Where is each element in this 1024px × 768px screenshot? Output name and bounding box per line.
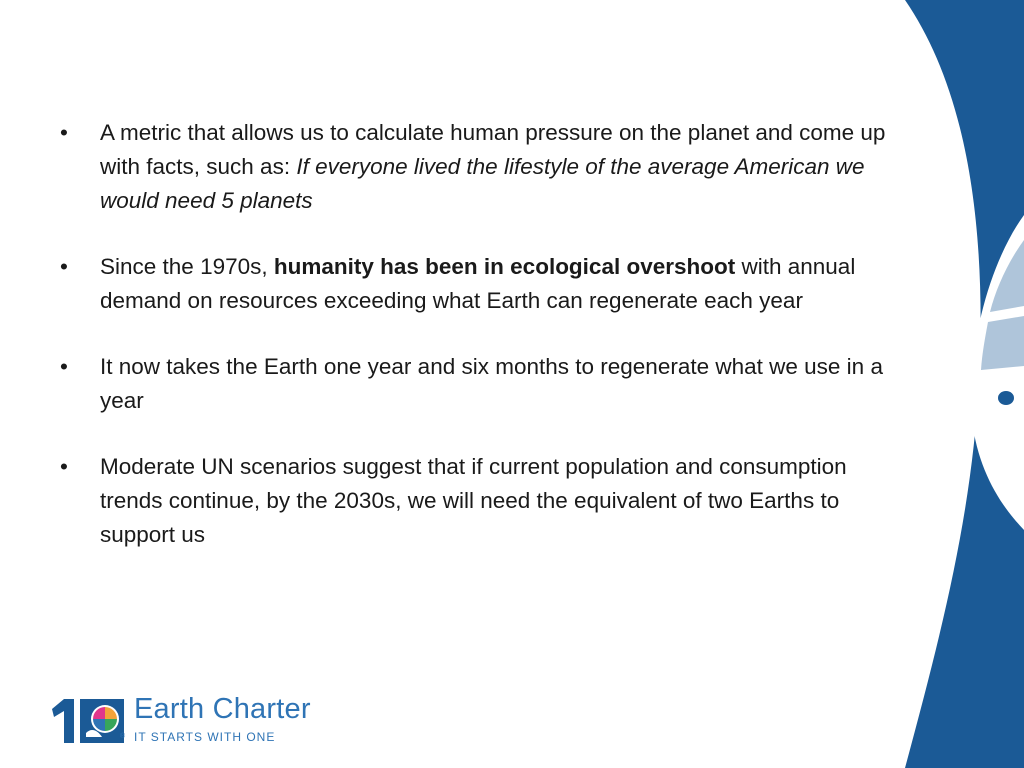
bullet-text-bold: humanity has been in ecological overshoot [273,254,736,279]
bullet-text-italic: If everyone lived the lifestyle of the average American we would need 5 planets [100,154,865,213]
earth-charter-logo [50,693,350,747]
bullet-item [60,116,890,218]
bullet-marker: • [60,254,68,279]
bullet-item [60,250,890,318]
bullet-text: Since the 1970s, [100,254,274,279]
bullet-text: with annual demand on resources exceeding what Earth can regenerate each year [100,254,856,313]
bullet-marker: • [60,354,68,379]
bullet-list [60,116,890,584]
bullet-text: A metric that allows us to calculate human pressure on the planet and come up with facts, such as: [100,120,886,179]
bird-eye-icon [998,391,1014,405]
bullet-marker: • [60,454,68,479]
bullet-item [60,350,890,418]
logo-name: Earth Charter [134,693,311,725]
bullet-text: It now takes the Earth one year and six months to regenerate what we use in a year [100,354,883,413]
bullet-text: Moderate UN scenarios suggest that if current population and consumption trends continue, by the 2030s, we will need the equivalent of two Earths to support us [100,454,847,547]
logo-mark-icon [50,697,130,747]
bullet-item [60,450,890,552]
bullet-marker: • [60,120,68,145]
registered-mark: ® [120,733,126,740]
logo-tagline: IT STARTS WITH ONE [134,730,276,744]
